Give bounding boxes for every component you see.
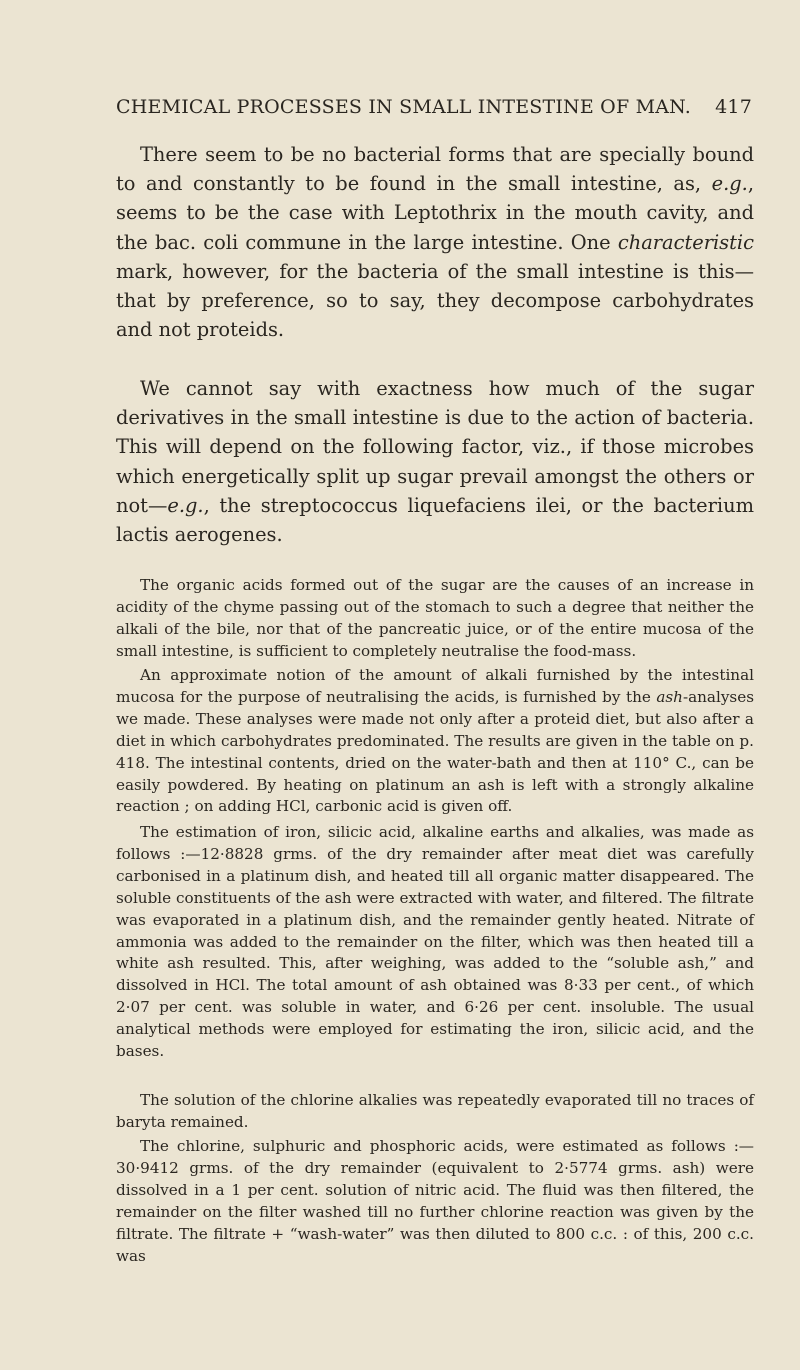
italic-text: characteristic <box>617 230 754 254</box>
paragraph-sugar-derivatives <box>116 374 754 549</box>
text-run: , the streptococcus liquefaciens ilei, or the bacterium lactis aerogenes. <box>116 493 754 547</box>
text-run: There seem to be no bacterial forms that are specially bound to and constantly to be found in the small intestine, as, <box>116 143 754 196</box>
text-run: We cannot say with exactness how much of the sugar derivatives in the small intestine is due to the action of bacteria. This will depend on the following factor, viz., if those microbes which energetically split up sugar prevail amongst the others or not— <box>116 377 754 517</box>
paragraph-alkali-notion <box>116 665 754 818</box>
paragraph-bacterial-forms <box>116 140 754 344</box>
paragraph-chlorine-acids: The chlorine, sulphuric and phosphoric acids, were estimated as follows :—30·9412 grms. of the dry remainder (equivalent to 2·5774 grms. ash) were dissolved in a 1 per cent. solution of nitric acid. The fluid was then filtered, the remainder on the filter washed till no further chlorine reaction was given by the filtrate. The filtrate + “wash-water” was then diluted to 800 c.c. : of this, 200 c.c. was <box>116 1137 754 1265</box>
paragraph-organic-acids: The organic acids formed out of the sugar are the causes of an increase in acidity of the chyme passing out of the stomach to such a degree that neither the alkali of the bile, nor that of the pancreatic juice, or of the entire mucosa of the small intestine, is sufficient to completely neutralise the food-mass. <box>116 576 754 660</box>
text-run: An approximate notion of the amount of alkali furnished by the intestinal mucosa for the purpose of neutralising the acids, is furnished by the <box>116 666 754 706</box>
paragraph-iron-estimation: The estimation of iron, silicic acid, alkaline earths and alkalies, was made as follows :—12·8828 grms. of the dry remainder after meat diet was carefully carbonised in a platinum dish, and heated till all organic matter disappeared. The soluble constituents of the ash were extracted with water, and filtered. The filtrate was evaporated in a platinum dish, and the remainder gently heated. Nitrate of ammonia was added to the remainder on the filter, which was then heated till a white ash resulted. This, after weighing, was added to the “soluble ash,” and dissolved in HCl. The total amount of ash obtained was 8·33 per cent., of which 2·07 per cent. was soluble in water, and 6·26 per cent. insoluble. The usual analytical methods were employed for estimating the iron, silicic acid, and the bases. <box>116 823 754 1061</box>
running-head-title: CHEMICAL PROCESSES IN SMALL INTESTINE OF MAN. <box>116 96 692 118</box>
text-run: -analyses we made. These analyses were made not only after a proteid diet, but also after a diet in which carbohydrates predominated. The results are given in the table on p. 418. The intestinal contents, dried on the water-bath and then at 110° C., can be easily powdered. By heating on platinum an ash is left with a strongly alkaline reaction ; on adding HCl, carbonic acid is given off. <box>116 687 754 816</box>
running-head <box>116 96 752 118</box>
text-run: , seems to be the case with Leptothrix in the mouth cavity, and the bac. coli commune in the large intestine. One <box>116 172 754 254</box>
paragraph-chlorine-alkalies: The solution of the chlorine alkalies was repeatedly evaporated till no traces of baryta remained. <box>116 1091 754 1131</box>
italic-text: ash <box>656 687 683 706</box>
italic-text: e.g. <box>711 172 748 196</box>
page-number: 417 <box>715 96 752 118</box>
text-run: mark, however, for the bacteria of the small intestine is this—that by preference, so to say, they decompose carbohydrates and not proteids. <box>116 259 754 342</box>
italic-text: e.g. <box>167 493 204 517</box>
